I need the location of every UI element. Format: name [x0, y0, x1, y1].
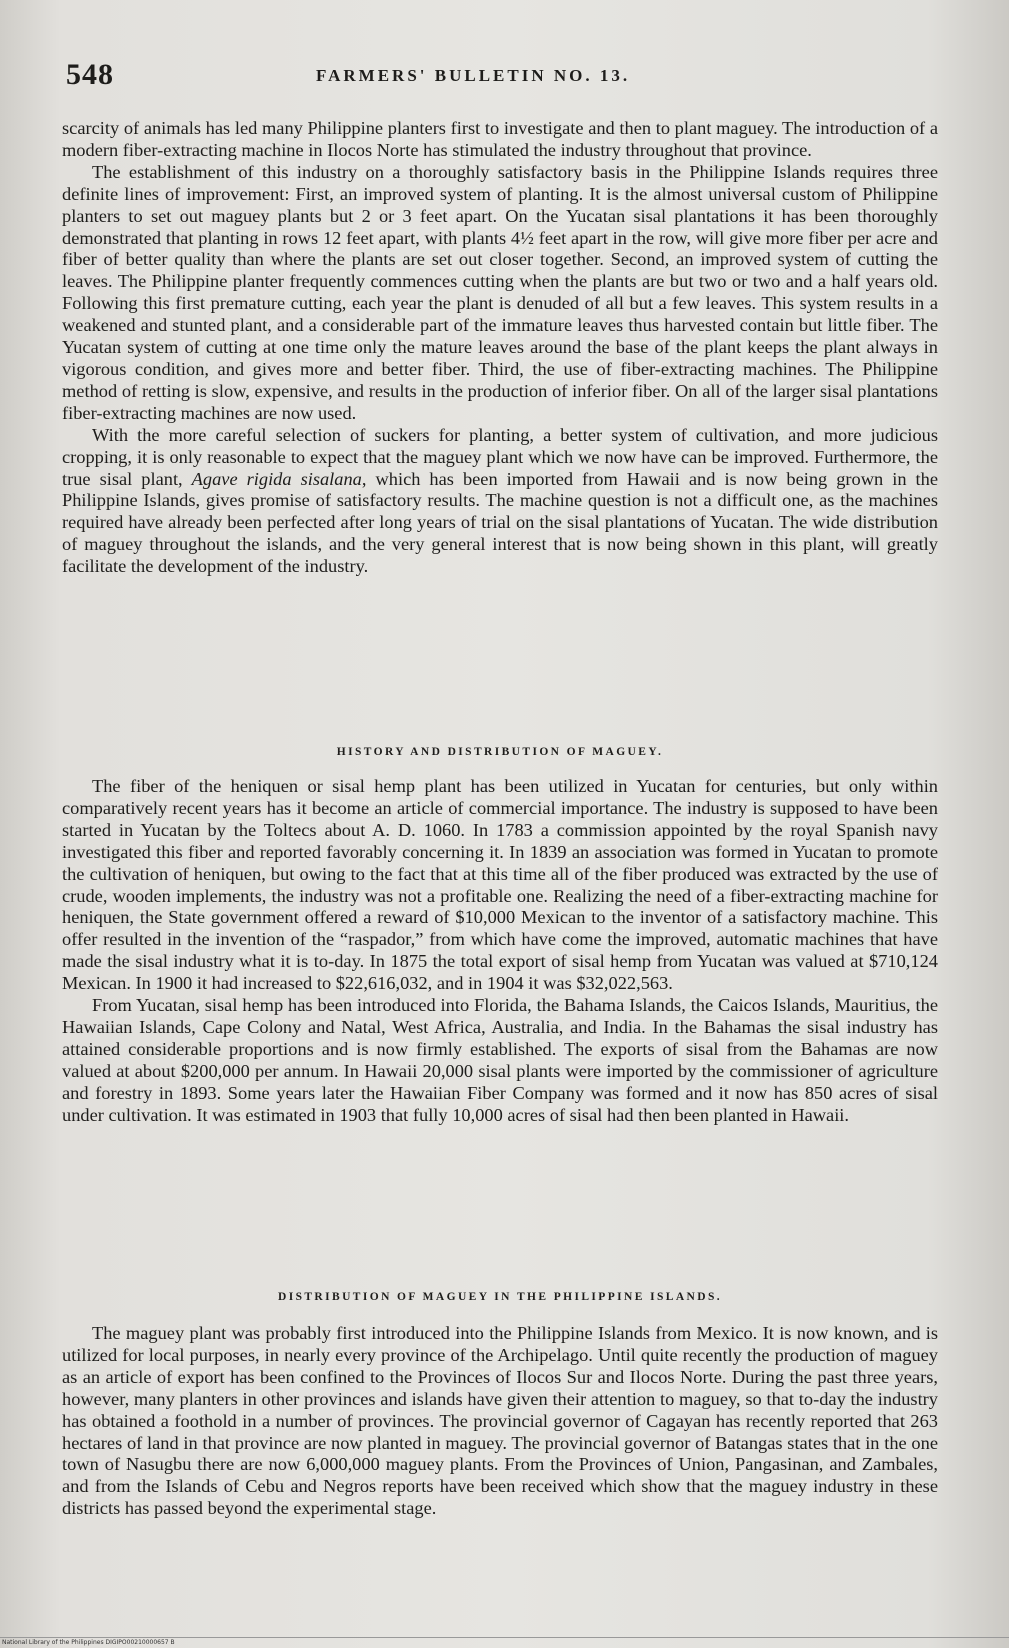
section-intro [62, 118, 938, 578]
paragraph: The establishment of this industry on a thoroughly satisfactory basis in the Philippine Islands requires three definite lines of improvement: First, an improved system of planting. It is the almost universal custom of Philippine planters to set out maguey plants but 2 or 3 feet apart. On the Yucatan sisal plantations it has been thoroughly demonstrated that planting in rows 12 feet apart, with plants 4½ feet apart in the row, will give more fiber per acre and fiber of better quality than where the plants are set out closer together. Second, an improved system of cutting the leaves. The Philippine planter frequently commences cutting when the plants are but two or two and a half years old. Following this first premature cutting, each year the plant is denuded of all but a few leaves. This system results in a weakened and stunted plant, and a considerable part of the immature leaves thus harvested contain but little fiber. The Yucatan system of cutting at one time only the mature leaves around the base of the plant keeps the plant always in vigorous condition, and gives more and better fiber. Third, the use of fiber-extracting machines. The Philippine method of retting is slow, expensive, and results in the production of inferior fiber. On all of the larger sisal plantations fiber-extracting machines are now used. [62, 161, 938, 423]
footer-divider [0, 1637, 1009, 1638]
paragraph-text: With the more careful selection of suckers for planting, a better system of cultivation, and more judicious cropping, it is only reasonable to expect that the maguey plant which we now have can be improved. Furthermore, the true sisal plant, [62, 424, 938, 489]
scan-footer: National Library of the Philippines DIGIPO00210000657 B [2, 1639, 175, 1646]
paragraph-text: , which has been imported from Hawaii and is now being grown in the Philippine Islands, gives promise of satisfactory results. The machine question is not a difficult one, as the machines required have already been perfected after long years of trial on the sisal plantations of Yucatan. The wide distribution of maguey throughout the islands, and the very general interest that is now being shown in this plant, will greatly facilitate the development of the industry. [62, 468, 938, 577]
section-history [62, 776, 938, 1127]
species-name: Agave rigida sisalana [191, 468, 362, 489]
page-header [66, 58, 943, 98]
page-number: 548 [66, 58, 114, 91]
paragraph [62, 425, 938, 578]
section-philippines [62, 1323, 938, 1520]
paragraph: The fiber of the heniquen or sisal hemp plant has been utilized in Yucatan for centuries, but only within comparatively recent years has it become an article of commercial importance. The industry is supposed to have been started in Yucatan by the Toltecs about A. D. 1060. In 1783 a commission appointed by the royal Spanish navy investigated this fiber and reported favorably concerning it. In 1839 an association was formed in Yucatan to promote the cultivation of heniquen, but owing to the fact that at this time all of the fiber produced was extracted by the use of crude, wooden implements, the industry was not a profitable one. Realizing the need of a fiber-extracting machine for heniquen, the State government offered a reward of $10,000 Mexican to the inventor of a satisfactory machine. This offer resulted in the invention of the “raspador,” from which have come the improved, automatic machines that have made the sisal industry what it is to-day. In 1875 the total export of sisal hemp from Yucatan was valued at $710,124 Mexican. In 1900 it had increased to $22,616,032, and in 1904 it was $32,022,563. [62, 776, 938, 994]
paragraph: The maguey plant was probably first introduced into the Philippine Islands from Mexico. It is now known, and is utilized for local purposes, in nearly every province of the Archipelago. Until quite recently the production of maguey as an article of export has been confined to the Provinces of Ilocos Sur and Ilocos Norte. During the past three years, however, many planters in other provinces and islands have given their attention to maguey, so that to-day the industry has obtained a foothold in a number of provinces. The provincial governor of Cagayan has recently reported that 263 hectares of land in that province are now planted in maguey. The provincial governor of Batangas states that in the one town of Nasugbu there are now 6,000,000 maguey plants. From the Provinces of Union, Pangasinan, and Zambales, and from the Islands of Cebu and Negros reports have been received which show that the maguey industry in these districts has passed beyond the experimental stage. [62, 1323, 938, 1519]
running-head: FARMERS' BULLETIN NO. 13. [316, 66, 631, 85]
paragraph: scarcity of animals has led many Philippine planters first to investigate and then to plant maguey. The introduction of a modern fiber-extracting machine in Ilocos Norte has stimulated the industry throughout that province. [62, 118, 938, 160]
section-heading: DISTRIBUTION OF MAGUEY IN THE PHILIPPINE ISLANDS. [277, 1291, 723, 1303]
paragraph: From Yucatan, sisal hemp has been introduced into Florida, the Bahama Islands, the Caicos Islands, Mauritius, the Hawaiian Islands, Cape Colony and Natal, West Africa, Australia, and India. In the Bahamas the sisal industry has attained considerable proportions and is now firmly established. The exports of sisal from the Bahamas are now valued at about $200,000 per annum. In Hawaii 20,000 sisal plants were imported by the commissioner of agriculture and forestry in 1893. Some years later the Hawaiian Fiber Company was formed and it now has 850 acres of sisal under cultivation. It was estimated in 1903 that fully 10,000 acres of sisal had then been planted in Hawaii. [62, 995, 938, 1125]
section-heading: HISTORY AND DISTRIBUTION OF MAGUEY. [336, 746, 664, 758]
